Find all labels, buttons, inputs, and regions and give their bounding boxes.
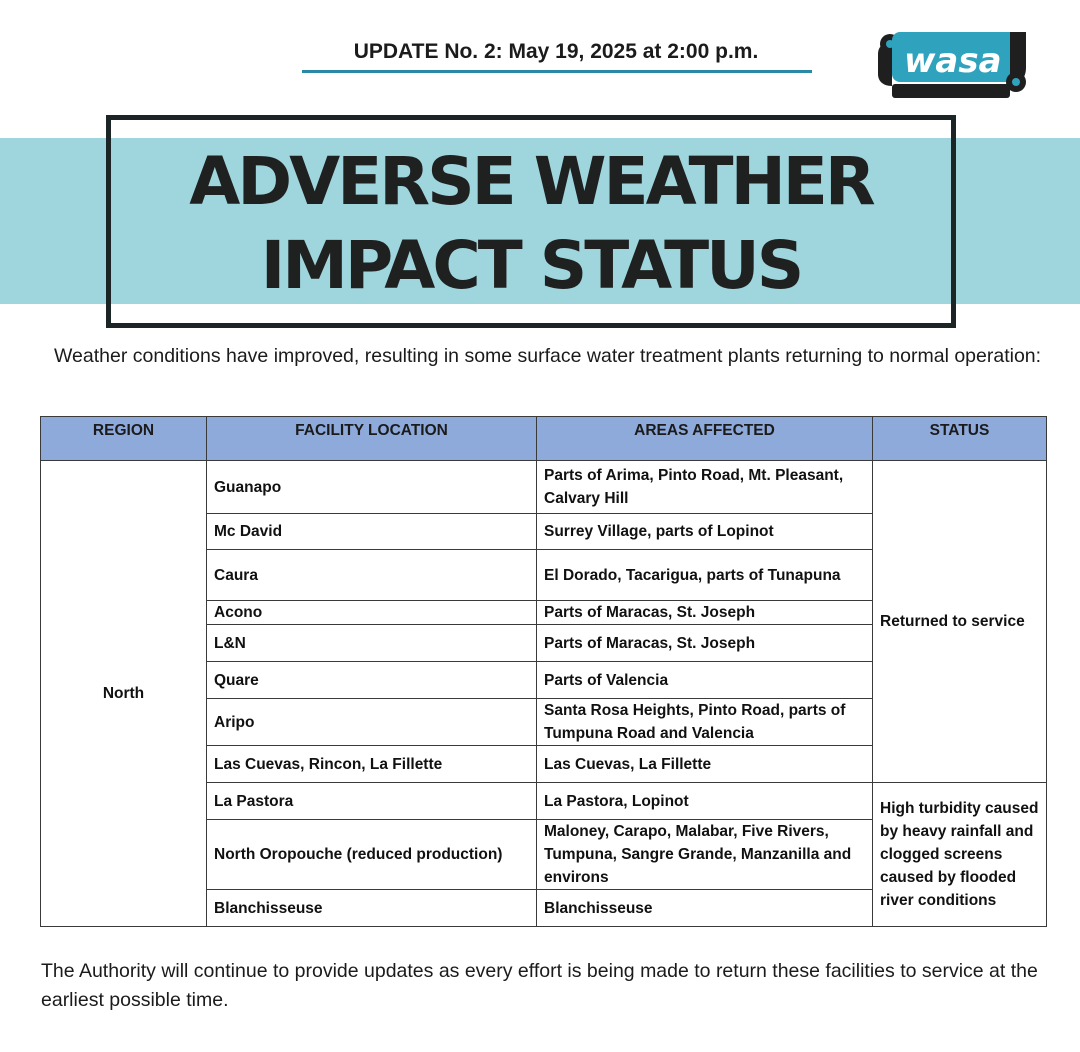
closing-text: The Authority will continue to provide updates as every effort is being made to return these facilities to service at the earliest possible time.: [41, 960, 1038, 1011]
table-header-row: [41, 417, 1047, 461]
areas-cell: Parts of Arima, Pinto Road, Mt. Pleasant, Calvary Hill: [537, 461, 873, 514]
status-returned-cell: Returned to service: [873, 461, 1047, 783]
title-line-1: ADVERSE WEATHER: [189, 143, 873, 220]
header-status: STATUS: [873, 417, 1047, 461]
facility-cell: Mc David: [207, 514, 537, 550]
status-table: [40, 416, 1047, 927]
facility-cell: Blanchisseuse: [207, 890, 537, 927]
areas-cell: Maloney, Carapo, Malabar, Five Rivers, Tumpuna, Sangre Grande, Manzanilla and environs: [537, 820, 873, 890]
page-title: [106, 140, 956, 308]
header-areas: AREAS AFFECTED: [537, 417, 873, 461]
region-cell: North: [41, 461, 207, 927]
header-region: REGION: [41, 417, 207, 461]
facility-cell: Guanapo: [207, 461, 537, 514]
areas-cell: Las Cuevas, La Fillette: [537, 746, 873, 783]
facility-cell: Aripo: [207, 699, 537, 746]
areas-cell: Blanchisseuse: [537, 890, 873, 927]
update-heading: UPDATE No. 2: May 19, 2025 at 2:00 p.m.: [353, 40, 759, 63]
facility-cell: La Pastora: [207, 783, 537, 820]
update-underline: [302, 70, 812, 73]
header-facility: FACILITY LOCATION: [207, 417, 537, 461]
logo-text: wasa: [904, 41, 1002, 81]
facility-cell: Caura: [207, 550, 537, 601]
areas-cell: Parts of Maracas, St. Joseph: [537, 625, 873, 662]
facility-cell: North Oropouche (reduced production): [207, 820, 537, 890]
areas-cell: Surrey Village, parts of Lopinot: [537, 514, 873, 550]
areas-cell: Santa Rosa Heights, Pinto Road, parts of Tumpuna Road and Valencia: [537, 699, 873, 746]
facility-cell: Acono: [207, 601, 537, 625]
areas-cell: Parts of Maracas, St. Joseph: [537, 601, 873, 625]
table-row: [41, 461, 1047, 514]
areas-cell: El Dorado, Tacarigua, parts of Tunapuna: [537, 550, 873, 601]
intro-text: Weather conditions have improved, resulting in some surface water treatment plants returning to normal operation:: [54, 345, 1042, 367]
wasa-logo: [870, 24, 1032, 102]
facility-cell: L&N: [207, 625, 537, 662]
facility-cell: Quare: [207, 662, 537, 699]
status-turbidity-cell: High turbidity caused by heavy rainfall and clogged screens caused by flooded river conditions: [873, 783, 1047, 927]
areas-cell: La Pastora, Lopinot: [537, 783, 873, 820]
areas-cell: Parts of Valencia: [537, 662, 873, 699]
title-line-2: IMPACT STATUS: [260, 227, 802, 304]
facility-cell: Las Cuevas, Rincon, La Fillette: [207, 746, 537, 783]
